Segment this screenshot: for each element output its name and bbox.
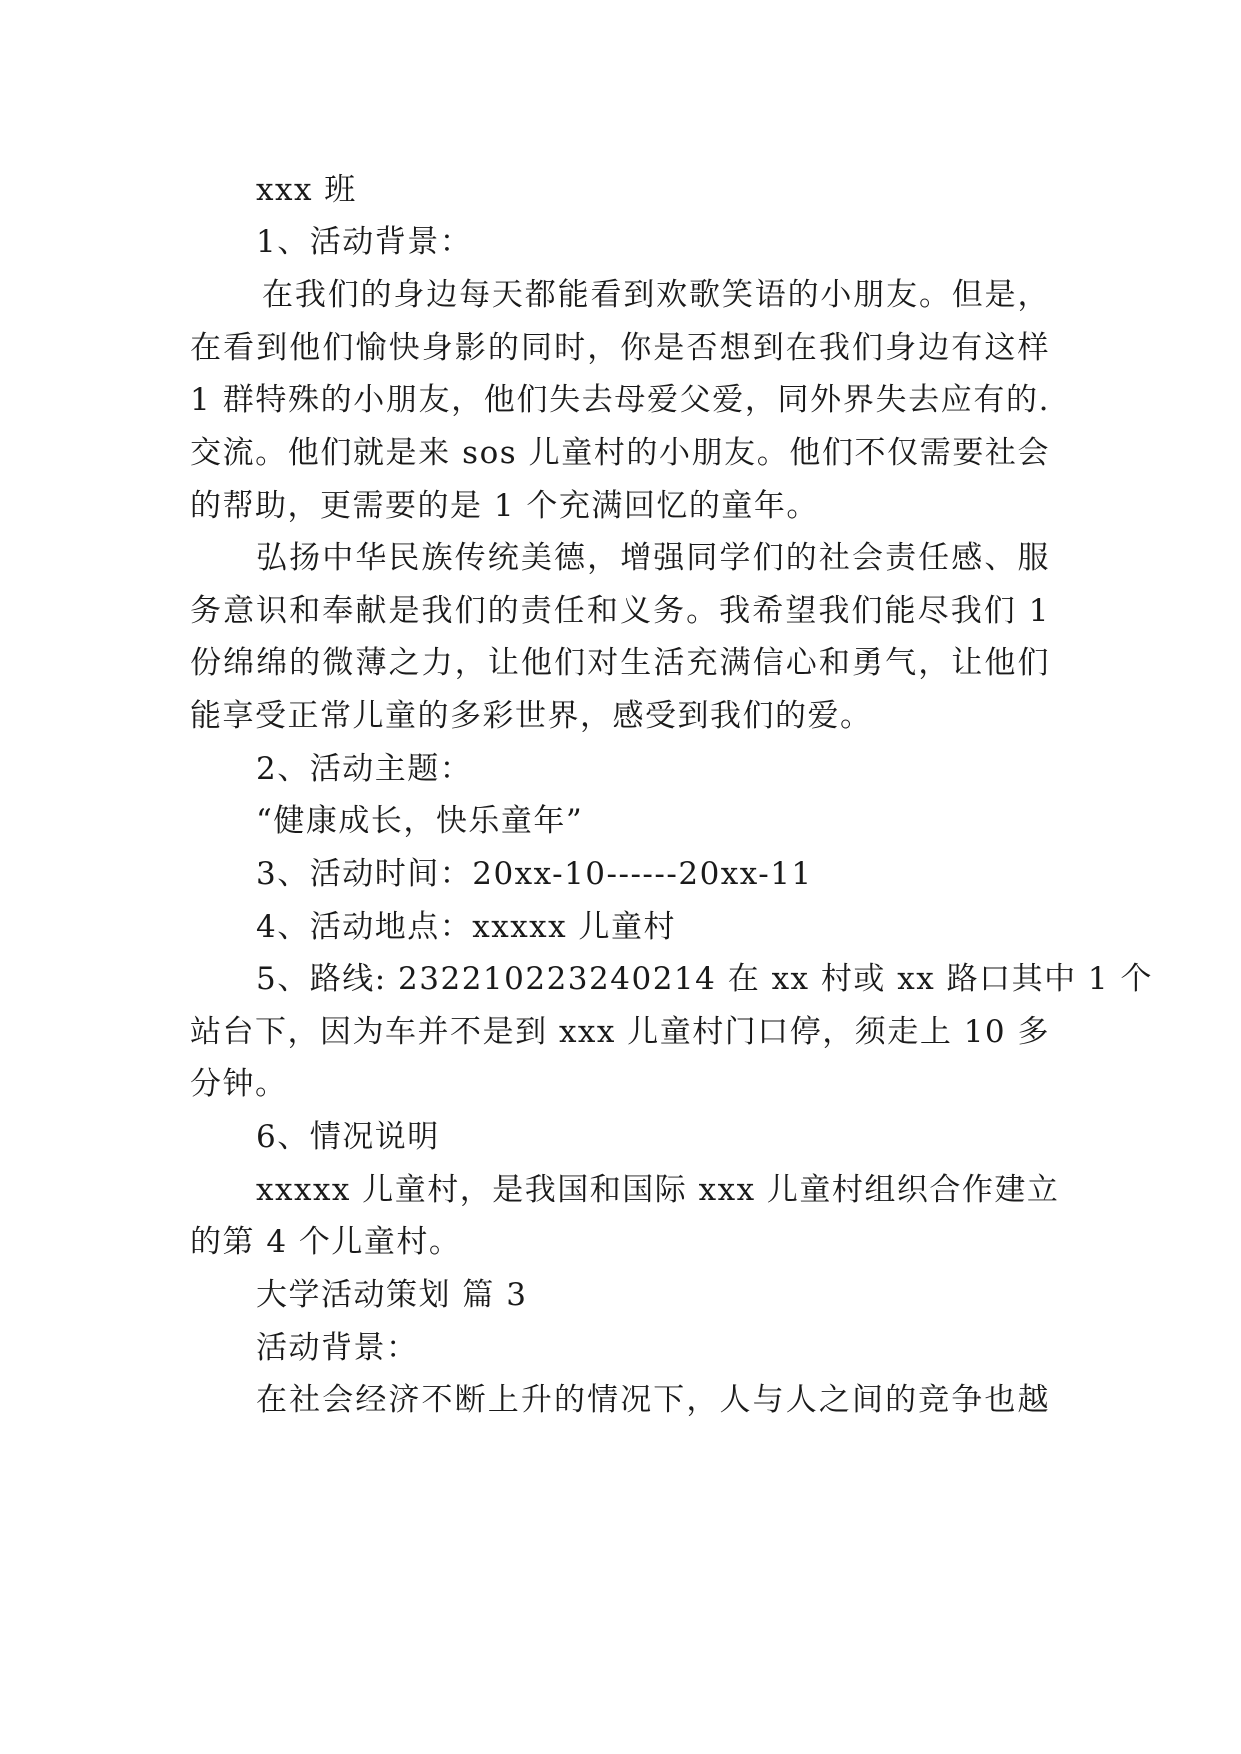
paragraph-line: 的帮助，更需要的是 1 个充满回忆的童年。 bbox=[190, 488, 819, 524]
paragraph-line: 务意识和奉献是我们的责任和义务。我希望我们能尽我们 1 bbox=[190, 593, 1050, 629]
paragraph-line: 弘扬中华民族传统美德，增强同学们的社会责任感、服 bbox=[256, 540, 1050, 576]
section-heading-location: 4、活动地点：xxxxx 儿童村 bbox=[256, 909, 676, 945]
subsection-heading-background: 活动背景： bbox=[256, 1330, 419, 1366]
class-name-line: xxx 班 bbox=[256, 172, 357, 208]
section-heading-theme: 2、活动主题： bbox=[256, 751, 473, 787]
paragraph-line: 能享受正常儿童的多彩世界，感受到我们的爱。 bbox=[190, 698, 873, 734]
paragraph-line: 交流。他们就是来 sos 儿童村的小朋友。他们不仅需要社会 bbox=[190, 435, 1050, 471]
section-heading-time: 3、活动时间：20xx-10------20xx-11 bbox=[256, 856, 813, 892]
section-heading-route: 5、路线: 232210223240214 在 xx 村或 xx 路口其中 1 个 bbox=[256, 961, 1154, 997]
paragraph-line: 份绵绵的微薄之力，让他们对生活充满信心和勇气，让他们 bbox=[190, 645, 1050, 681]
paragraph-line: 在社会经济不断上升的情况下，人与人之间的竞争也越 bbox=[256, 1382, 1050, 1418]
theme-slogan: “健康成长，快乐童年” bbox=[256, 803, 584, 839]
paragraph-line: 在我们的身边每天都能看到欢歌笑语的小朋友。但是， bbox=[262, 277, 1050, 313]
paragraph-line: 在看到他们愉快身影的同时，你是否想到在我们身边有这样 bbox=[190, 330, 1050, 366]
section-heading-description: 6、情况说明 bbox=[256, 1119, 440, 1155]
paragraph-line: xxxxx 儿童村，是我国和国际 xxx 儿童村组织合作建立 bbox=[256, 1172, 1060, 1208]
paragraph-line: 1 群特殊的小朋友，他们失去母爱父爱，同外界失去应有的. bbox=[190, 382, 1050, 418]
paragraph-line: 分钟。 bbox=[190, 1066, 288, 1102]
section-heading-background: 1、活动背景： bbox=[256, 224, 473, 260]
paragraph-line: 的第 4 个儿童村。 bbox=[190, 1224, 462, 1260]
section-title: 大学活动策划 篇 3 bbox=[256, 1277, 528, 1313]
paragraph-line: 站台下，因为车并不是到 xxx 儿童村门口停，须走上 10 多 bbox=[190, 1014, 1050, 1050]
